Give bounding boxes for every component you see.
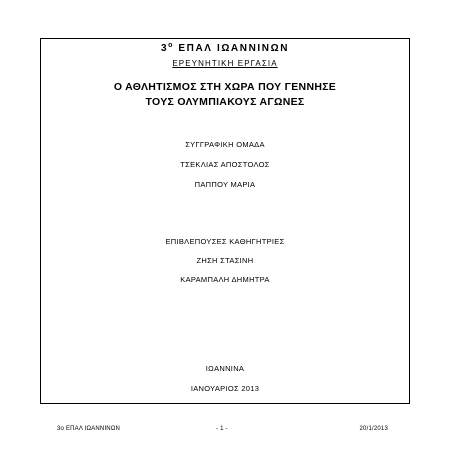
date: ΙΑΝΟΥΑΡΙΟΣ 2013 [190,384,260,393]
page-footer [0,426,452,436]
title-line-2: ΤΟΥΣ ΟΛΥΜΠΙΑΚΟΥΣ ΑΓΩΝΕΣ [145,96,305,108]
document-title [41,80,409,110]
author-1: ΤΣΕΚΛΙΑΣ ΑΠΟΣΤΟΛΟΣ [180,160,270,169]
author-2: ΠΑΠΠΟΥ ΜΑΡΙΑ [194,180,256,189]
supervisor-1: ΖΗΣΗ ΣΤΑΣΙΝΗ [196,256,254,265]
supervisor-2: ΚΑΡΑΜΠΑΛΗ ΔΗΜΗΤΡΑ [180,275,270,284]
school-number: 3 [160,43,169,54]
work-type: ΕΡΕΥΝΗΤΙΚΗ ΕΡΓΑΣΙΑ [172,59,278,68]
city: ΙΩΑΝΝΙΝΑ [205,364,245,373]
footer-date: 20/1/2013 [359,426,388,432]
supervisors-heading: ΕΠΙΒΛΕΠΟΥΣΕΣ ΚΑΘΗΓΗΤΡΙΕΣ [165,237,285,246]
school-name-text: ΕΠΑΛ ΙΩΑΝΝΙΝΩΝ [174,43,290,54]
team-heading: ΣΥΓΓΡΑΦΙΚΗ ΟΜΑΔΑ [185,140,265,149]
school-ordinal: ο [168,42,174,49]
page-number: - 1 - [216,426,228,432]
footer-school: 3ο ΕΠΑΛ ΙΩΑΝΝΙΝΩΝ [57,426,121,432]
school-name [41,43,409,54]
cover-frame [40,38,410,404]
title-line-1: Ο ΑΘΛΗΤΙΣΜΟΣ ΣΤΗ ΧΩΡΑ ΠΟΥ ΓΕΝΝΗΣΕ [113,81,337,93]
